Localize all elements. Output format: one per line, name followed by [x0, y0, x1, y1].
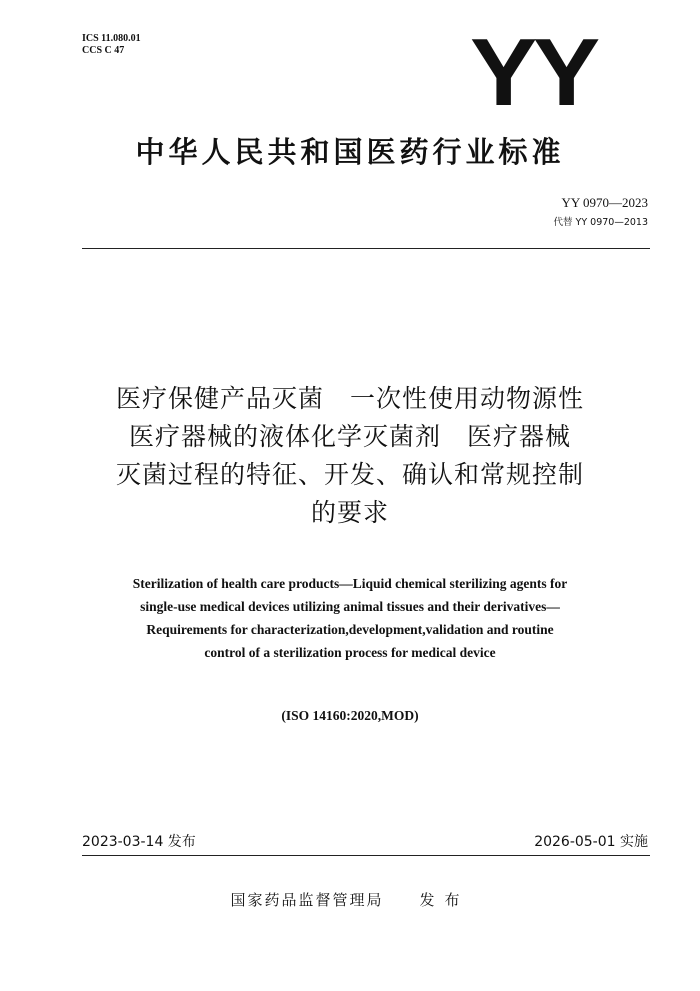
- chinese-title-line: 医疗器械的液体化学灭菌剂 医疗器械: [128, 422, 571, 451]
- standard-number: YY 0970—2023: [561, 195, 648, 210]
- iso-reference: (ISO 14160:2020,MOD): [281, 708, 419, 723]
- classification-codes: [82, 33, 141, 57]
- issue-date: 2023-03-14 发布: [82, 834, 196, 850]
- chinese-title-line: 医疗保健产品灭菌 一次性使用动物源性: [115, 384, 584, 413]
- chinese-title: [40, 380, 660, 532]
- footer-divider: [82, 855, 650, 856]
- standard-category-title: 中华人民共和国医药行业标准: [135, 135, 565, 169]
- chinese-title-line: 的要求: [310, 498, 389, 527]
- replaces-standard: 代替 YY 0970—2013: [553, 217, 648, 228]
- yy-logo: YY: [470, 19, 597, 126]
- header-divider: [82, 248, 650, 249]
- english-title: [40, 572, 660, 664]
- ccs-code: CCS C 47: [82, 45, 125, 56]
- english-title-line: Requirements for characterization,development,validation and routine: [146, 622, 554, 637]
- ics-code: ICS 11.080.01: [82, 33, 141, 44]
- english-title-line: Sterilization of health care products—Liquid chemical sterilizing agents for: [132, 576, 568, 591]
- implementation-date: 2026-05-01 实施: [534, 834, 648, 850]
- english-title-line: control of a sterilization process for medical device: [204, 645, 496, 660]
- publish-word: 发布: [419, 891, 470, 909]
- chinese-title-line: 灭菌过程的特征、开发、确认和常规控制: [115, 460, 584, 489]
- english-title-line: single-use medical devices utilizing animal tissues and their derivatives—: [140, 599, 560, 614]
- issuing-authority: 国家药品监督管理局: [230, 891, 384, 909]
- publisher-line: [0, 890, 700, 910]
